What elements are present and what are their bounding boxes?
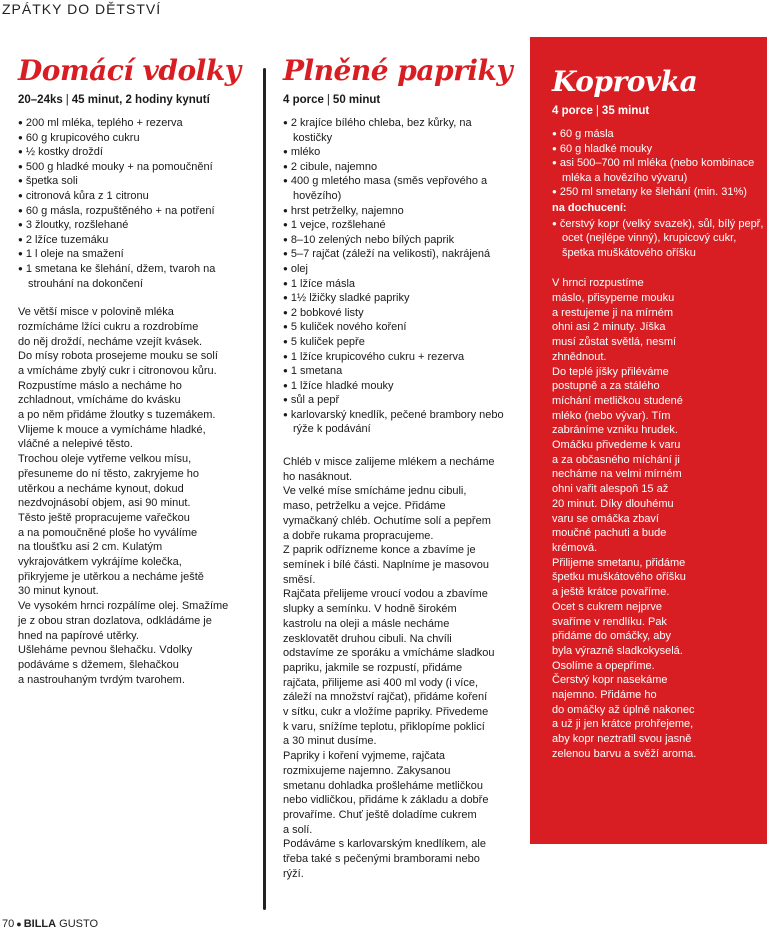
ingredient-item: ● karlovarský knedlík, pečené brambory nebo rýže k podávání: [283, 408, 513, 437]
meta-separator: |: [595, 105, 599, 117]
ingredient-item: ● 5 kuliček pepře: [283, 335, 513, 350]
section-header: ZPÁTKY DO DĚTSTVÍ: [2, 1, 162, 17]
meta-separator: |: [326, 94, 330, 106]
ingredient-item: ● citronová kůra z 1 citronu: [18, 189, 253, 204]
bullet-icon: ●: [16, 919, 22, 929]
recipe-time: 35 minut: [601, 105, 650, 117]
ingredient-item: ● 2 bobkové listy: [283, 306, 513, 321]
recipe-time: 45 minut, 2 hodiny kynutí: [71, 94, 210, 106]
ingredient-list: [552, 127, 767, 200]
ingredient-item: ● 250 ml smetany ke šlehání (min. 31%): [552, 185, 767, 200]
finishing-label: na dochucení:: [552, 201, 627, 214]
recipe-vdolky: [18, 54, 253, 687]
ingredient-item: ● 1 smetana: [283, 364, 513, 379]
ingredient-item: ● mléko: [283, 145, 513, 160]
recipe-title: Plněné papriky: [283, 54, 513, 87]
ingredient-item: ● čerstvý kopr (velký svazek), sůl, bílý pepř, ocet (nejlépe vinný), krupicový cukr, špetka muškátového oříšku: [552, 217, 767, 261]
ingredient-item: ● 5–7 rajčat (záleží na velikosti), nakrájená: [283, 247, 513, 262]
ingredient-item: ● 200 ml mléka, teplého + rezerva: [18, 116, 253, 131]
recipe-method: Ve větší misce v polovině mléka rozmícháme lžíci cukru a rozdrobíme do něj droždí, necháme vzejít kvásek. Do mísy robota prosejeme mouku se solí a vmícháme zbylý cukr i citronovou kůru. Rozpustíme máslo a necháme ho zchladnout, vmícháme do kvásku a po něm přidáme žloutky s tuzemákem. Vlijeme k mouce a vymícháme hladké, vláčné a nelepivé těsto. Trochou oleje vytřeme velkou mísu, přesuneme do ní těsto, zakryjeme ho utěrkou a necháme kynout, dokud nezdvojnásobí objem, asi 90 minut. Těsto ještě propracujeme vařečkou a na pomoučněné ploše ho vyválíme na tloušťku asi 2 cm. Kulatým vykrajovátkem vykrájíme kolečka, přikryjeme je utěrkou a necháme ještě 30 minut kynout. Ve vysokém hrnci rozpálíme olej. Smažíme je z obou stran dozlatova, odkládáme je hned na papírové utěrky. Ušleháme pevnou šlehačku. Vdolky podáváme s džemem, šlehačkou a nastrouhaným tvrdým tvarohem.: [18, 306, 229, 686]
meta-separator: |: [65, 94, 69, 106]
ingredient-item: ● ½ kostky droždí: [18, 145, 253, 160]
ingredient-item: ● 1 vejce, rozšlehané: [283, 218, 513, 233]
recipe-papriky: [283, 54, 513, 881]
ingredient-list: [18, 116, 253, 291]
column-divider: [263, 68, 266, 910]
recipe-method: Chléb v misce zalijeme mlékem a necháme ho nasáknout. Ve velké míse smícháme jednu cibuli, maso, petrželku a vejce. Přidáme vymačkaný chléb. Ochutíme solí a pepřem a dobře rukama propracujeme. Z paprik odřízneme konce a zbavíme je semínek i bílé části. Naplníme je masovou směsí. Rajčata přelijeme vroucí vodou a zbavíme slupky a semínku. V hodně širokém kastrolu na oleji a másle necháme zesklovatět druhou cibuli. Na chvíli odstavíme ze sporáku a vmícháme sladkou papriku, jakmile se rozpustí, přidáme rajčata, přilijeme asi 400 ml vody (i více, záleží na množství rajčat), přidáme koření v sítku, cukr a vložíme papriky. Přivedeme k varu, snížíme teplotu, přiklopíme poklicí a 30 minut dusíme. Papriky i koření vyjmeme, rajčata rozmixujeme najemno. Zakysanou smetanu dohladka prošleháme metličkou nebo vidličkou, přidáme k základu a dobře provaříme. Chuť ještě doladíme cukrem a solí. Podáváme s karlovarským knedlíkem, ale třeba také s pečenými bramborami nebo rýží.: [283, 456, 495, 880]
recipe-title: Koprovka: [552, 65, 698, 98]
ingredient-item: ● olej: [283, 262, 513, 277]
ingredient-item: ● 1½ lžičky sladké papriky: [283, 291, 513, 306]
ingredient-item: ● 1 smetana ke šlehání, džem, tvaroh na strouhání na dokončení: [18, 262, 253, 291]
finishing-list: [552, 217, 767, 261]
ingredient-item: ● 1 lžíce hladké mouky: [283, 379, 513, 394]
ingredient-list: [283, 116, 513, 437]
ingredient-item: ● 3 žloutky, rozšlehané: [18, 218, 253, 233]
ingredient-item: ● 8–10 zelených nebo bílých paprik: [283, 233, 513, 248]
ingredient-item: ● 2 cibule, najemno: [283, 160, 513, 175]
ingredient-item: ● 60 g másla: [552, 127, 767, 142]
page-footer: [2, 918, 98, 930]
ingredient-item: ● 2 lžíce tuzemáku: [18, 233, 253, 248]
ingredient-item: ● 1 lžíce másla: [283, 277, 513, 292]
ingredient-item: ● 60 g másla, rozpuštěného + na potření: [18, 204, 253, 219]
ingredient-item: ● 1 lžíce krupicového cukru + rezerva: [283, 350, 513, 365]
magazine-name: GUSTO: [59, 918, 99, 930]
ingredient-item: ● 1 l oleje na smažení: [18, 247, 253, 262]
ingredient-item: ● hrst petrželky, najemno: [283, 204, 513, 219]
brand-name: BILLA: [23, 918, 57, 930]
recipe-title: Domácí vdolky: [18, 54, 241, 87]
ingredient-item: ● 60 g hladké mouky: [552, 142, 767, 157]
ingredient-item: ● 2 krajíce bílého chleba, bez kůrky, na kostičky: [283, 116, 513, 145]
recipe-servings: 4 porce: [552, 105, 593, 117]
ingredient-item: ● špetka soli: [18, 174, 253, 189]
recipe-servings: 20–24ks: [18, 94, 63, 106]
recipe-servings: 4 porce: [283, 94, 324, 106]
recipe-meta: [18, 94, 253, 106]
recipe-method: V hrnci rozpustíme máslo, přisypeme mouku a restujeme ji na mírném ohni asi 2 minuty. Jíška musí zůstat světlá, nesmí zhnědnout. Do teplé jíšky přiléváme postupně a za stálého míchání metličkou studené mléko (nebo vývar). Tím zabráníme vzniku hrudek. Omáčku přivedeme k varu a za občasného míchání ji necháme na velmi mírném ohni vařit alespoň 15 až 20 minut. Díky dlouhému varu se omáčka zbaví moučné pachuti a bude krémová. Přilijeme smetanu, přidáme špetku muškátového oříšku a ještě krátce povaříme. Ocet s cukrem nejprve svaříme v rendlíku. Pak přidáme do omáčky, aby byla výrazně sladkokyselá. Osolíme a opepříme. Čerstvý kopr nasekáme najemno. Přidáme ho do omáčky až úplně nakonec a už ji jen krátce prohřejeme, aby kopr neztratil svou jasně zelenou barvu a svěží aroma.: [552, 277, 697, 760]
ingredient-item: ● 5 kuliček nového koření: [283, 320, 513, 335]
page-number: 70: [2, 918, 15, 930]
ingredient-item: ● asi 500–700 ml mléka (nebo kombinace mléka a hovězího vývaru): [552, 156, 767, 185]
ingredient-item: ● 400 g mletého masa (směs vepřového a hovězího): [283, 174, 513, 203]
ingredient-item: ● 500 g hladké mouky + na pomoučnění: [18, 160, 253, 175]
ingredient-item: ● sůl a pepř: [283, 393, 513, 408]
recipe-time: 50 minut: [332, 94, 381, 106]
ingredient-item: ● 60 g krupicového cukru: [18, 131, 253, 146]
recipe-meta: [283, 94, 513, 106]
recipe-koprovka-panel: [530, 37, 767, 844]
recipe-meta: [552, 105, 767, 117]
